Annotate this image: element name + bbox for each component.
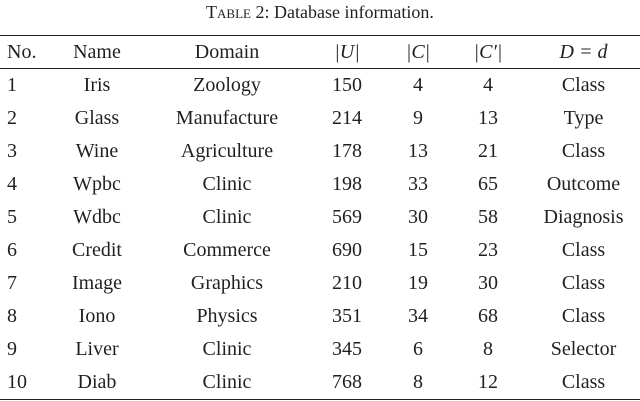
cell-u: 351 <box>332 305 362 327</box>
cell-c: 9 <box>413 107 423 129</box>
cell-c: 30 <box>408 206 428 228</box>
table-row <box>0 69 640 103</box>
header-c-prime-text: |C′| <box>473 40 503 63</box>
cell-decision: Selector <box>550 338 617 360</box>
cell-decision: Class <box>561 239 606 261</box>
cell-name: Wpbc <box>73 173 121 195</box>
cell-name: Wine <box>75 140 119 162</box>
cell-c-prime: 13 <box>478 107 498 129</box>
cell-decision: Class <box>561 140 606 162</box>
cell-no: 9 <box>7 338 17 360</box>
cell-decision: Type <box>563 107 604 129</box>
cell-no: 1 <box>7 74 17 96</box>
cell-decision: Class <box>561 371 606 393</box>
table-row <box>0 267 640 300</box>
table-row <box>0 234 640 267</box>
cell-u: 210 <box>332 272 362 294</box>
cell-decision: Class <box>561 74 606 96</box>
header-name: Name <box>73 40 121 63</box>
table-row <box>0 300 640 333</box>
header-c-text: |C| <box>405 40 431 63</box>
header-decision-text: D = d <box>559 40 608 63</box>
cell-u: 768 <box>332 371 362 393</box>
cell-domain: Zoology <box>193 74 261 96</box>
cell-c-prime: 68 <box>478 305 498 327</box>
cell-c: 34 <box>408 305 428 327</box>
cell-decision: Class <box>561 305 606 327</box>
cell-c-prime: 8 <box>483 338 493 360</box>
caption-text: Database information. <box>273 2 434 22</box>
cell-c-prime: 23 <box>478 239 498 261</box>
cell-name: Diab <box>77 371 117 393</box>
cell-name: Liver <box>75 338 119 360</box>
cell-domain: Agriculture <box>180 140 274 162</box>
cell-name: Glass <box>74 107 120 129</box>
header-c-prime <box>449 36 527 69</box>
cell-u: 214 <box>332 107 362 129</box>
header-u-text: |U| <box>334 40 360 63</box>
cell-name: Credit <box>72 239 122 261</box>
cell-c-prime: 21 <box>478 140 498 162</box>
cell-decision: Outcome <box>546 173 621 195</box>
cell-no: 3 <box>7 140 17 162</box>
cell-c-prime: 12 <box>478 371 498 393</box>
cell-domain: Clinic <box>202 338 252 360</box>
cell-no: 4 <box>7 173 17 195</box>
cell-name: Iono <box>78 305 116 327</box>
cell-decision: Diagnosis <box>543 206 624 228</box>
cell-no: 7 <box>7 272 17 294</box>
cell-c: 8 <box>413 371 423 393</box>
cell-no: 8 <box>7 305 17 327</box>
cell-c: 33 <box>408 173 428 195</box>
cell-domain: Clinic <box>202 371 252 393</box>
cell-c: 4 <box>413 74 423 96</box>
table-row <box>0 366 640 400</box>
table-row <box>0 201 640 234</box>
cell-u: 198 <box>332 173 362 195</box>
table-caption <box>0 0 640 24</box>
header-domain: Domain <box>194 40 260 63</box>
caption-label: Table 2: <box>206 2 270 22</box>
cell-u: 150 <box>332 74 362 96</box>
cell-u: 178 <box>332 140 362 162</box>
table-row <box>0 135 640 168</box>
cell-no: 10 <box>7 371 27 393</box>
cell-c: 13 <box>408 140 428 162</box>
cell-no: 6 <box>7 239 17 261</box>
cell-name: Wdbc <box>73 206 121 228</box>
header-u <box>307 36 387 69</box>
cell-c-prime: 4 <box>483 74 493 96</box>
cell-domain: Commerce <box>183 239 271 261</box>
table-row <box>0 333 640 366</box>
cell-name: Iris <box>83 74 111 96</box>
cell-no: 5 <box>7 206 17 228</box>
cell-c-prime: 30 <box>478 272 498 294</box>
cell-u: 690 <box>332 239 362 261</box>
cell-name: Image <box>72 272 122 294</box>
cell-domain: Clinic <box>202 173 252 195</box>
cell-domain: Graphics <box>190 272 264 294</box>
database-info-table <box>0 35 640 400</box>
table-row <box>0 102 640 135</box>
cell-c: 19 <box>408 272 428 294</box>
cell-u: 345 <box>332 338 362 360</box>
header-c <box>387 36 449 69</box>
cell-c: 6 <box>413 338 423 360</box>
cell-c-prime: 65 <box>478 173 498 195</box>
table-row <box>0 168 640 201</box>
cell-u: 569 <box>332 206 362 228</box>
cell-domain: Clinic <box>202 206 252 228</box>
cell-c: 15 <box>408 239 428 261</box>
cell-no: 2 <box>7 107 17 129</box>
header-row <box>0 36 640 69</box>
header-no: No. <box>7 40 37 63</box>
cell-domain: Manufacture <box>175 107 279 129</box>
header-decision <box>527 36 640 69</box>
cell-domain: Physics <box>196 305 258 327</box>
cell-c-prime: 58 <box>478 206 498 228</box>
cell-decision: Class <box>561 272 606 294</box>
